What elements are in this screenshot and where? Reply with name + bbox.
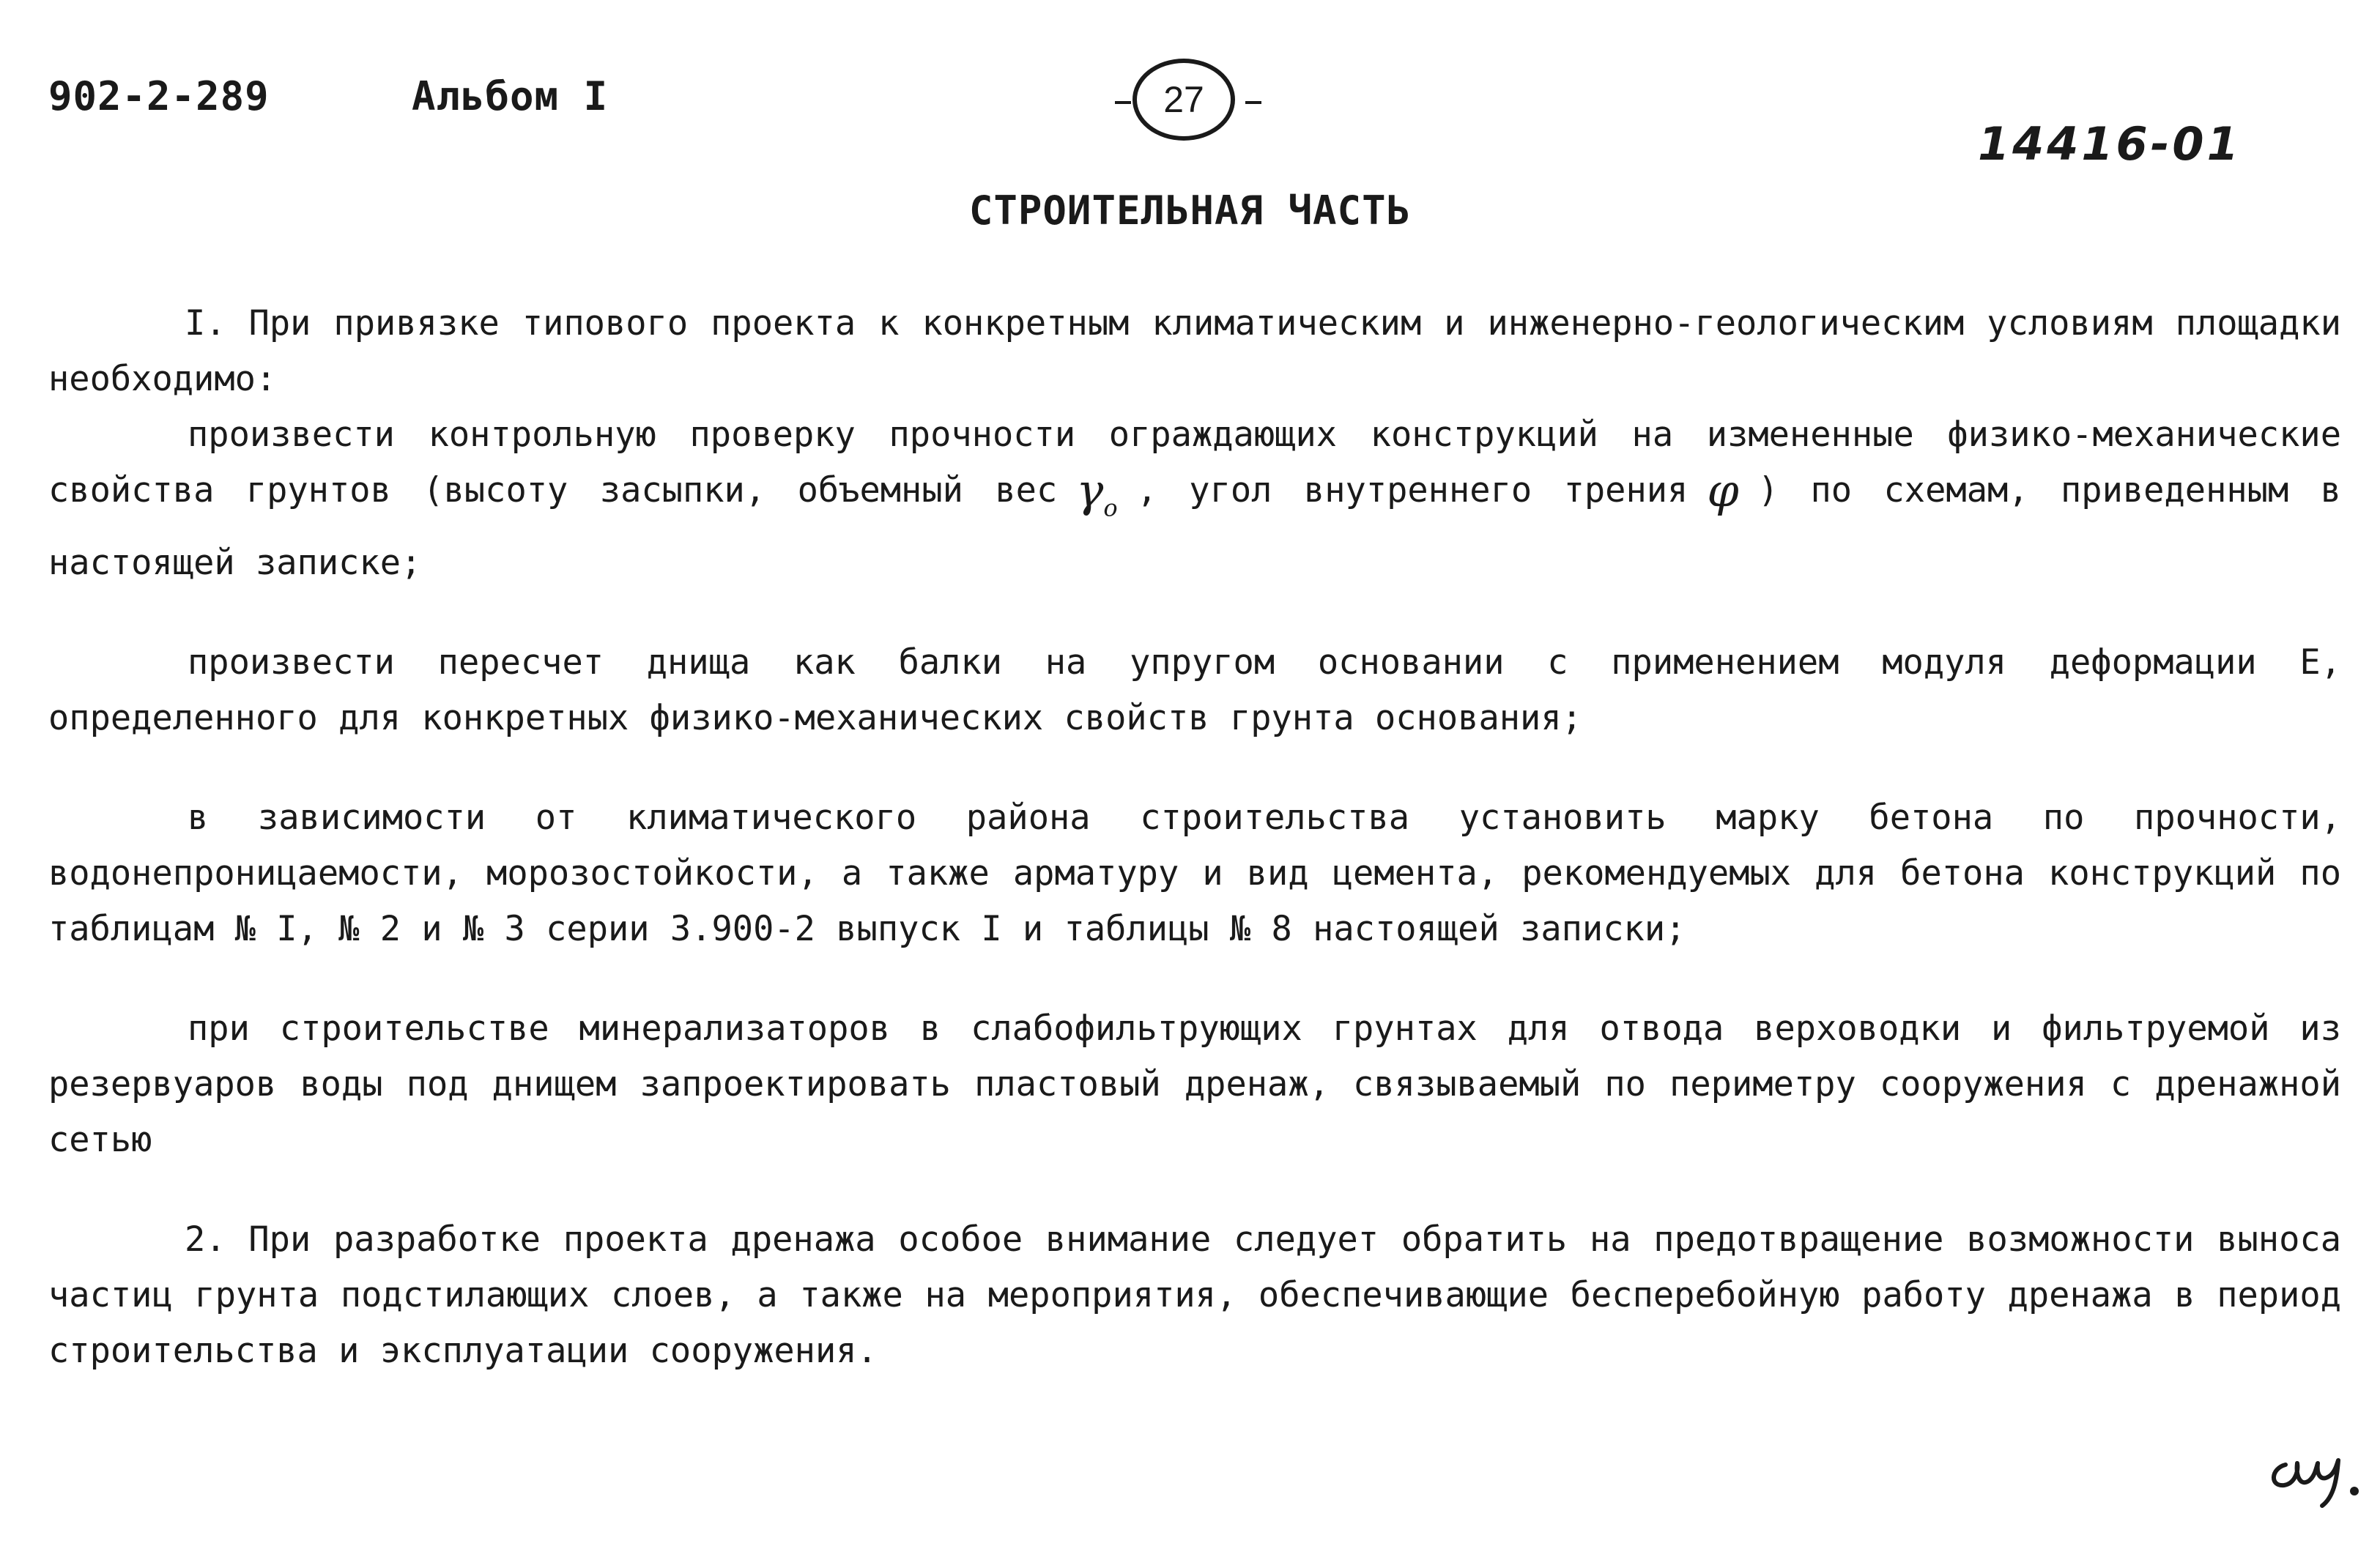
sheet-number: 27 <box>1132 59 1235 141</box>
sheet-number-mark <box>1115 59 1261 146</box>
phi-symbol: φ <box>1707 464 1739 517</box>
archive-number: 14416-01 <box>1978 117 2242 171</box>
handwritten-signature <box>2264 1435 2366 1516</box>
paragraph-3: произвести пересчет днища как балки на упругом основании с применением модуля деформации Е, определенного для конкретных физико-механических свойств грунта основания; <box>48 642 2341 739</box>
document-code: 902-2-289 <box>48 73 270 119</box>
paragraph-6: 2. При разработке проекта дренажа особое внимание следует обратить на предотвращение возможности выноса частиц грунта подстилающих слоев, а также на мероприятия, обеспечивающие бесперебойную работу дренажа в период строительства и эксплуатации сооружения. <box>48 1219 2341 1372</box>
paragraph-2-part-2: , угол внутреннего трения <box>1136 470 1688 510</box>
sheet-number-dash-left <box>1115 101 1131 104</box>
paragraph-1: I. При привязке типового проекта к конкретным климатическим и инженерно-геологическим условиям площадки необходимо: <box>48 303 2341 399</box>
paragraph-2 <box>48 407 2341 591</box>
paragraph-2-part-3: ) по схемам, приведенным в настоящей записке; <box>48 470 2341 584</box>
sheet-number-dash-right <box>1245 101 1261 104</box>
paragraph-5: при строительстве минерализаторов в слабофильтрующих грунтах для отвода верховодки и фильтруемой из резервуаров воды под днищем запроектировать пластовый дренаж, связываемый по периметру сооружения с дренажной сетью <box>48 1008 2341 1161</box>
paragraph-4: в зависимости от климатического района строительства установить марку бетона по прочности, водонепроницаемости, морозостойкости, а также арматуру и вид цемента, рекомендуемых для бетона конструкций по таблицам № I, № 2 и № 3 серии 3.900-2 выпуск I и таблицы № 8 настоящей записки; <box>48 798 2341 950</box>
gamma-symbol <box>1057 464 1136 522</box>
body-text <box>48 296 2341 1379</box>
section-title: СТРОИТЕЛЬНАЯ ЧАСТЬ <box>968 187 1412 234</box>
gamma-letter: γ <box>1076 464 1104 517</box>
gamma-subscript: о <box>1103 494 1118 522</box>
album-label: Альбом I <box>412 73 609 119</box>
paragraph-2-part-1: произвести контрольную проверку прочности ограждающих конструкций на измененные физико-механические свойства грунтов (высоту засыпки, объемный вес <box>48 415 2341 510</box>
